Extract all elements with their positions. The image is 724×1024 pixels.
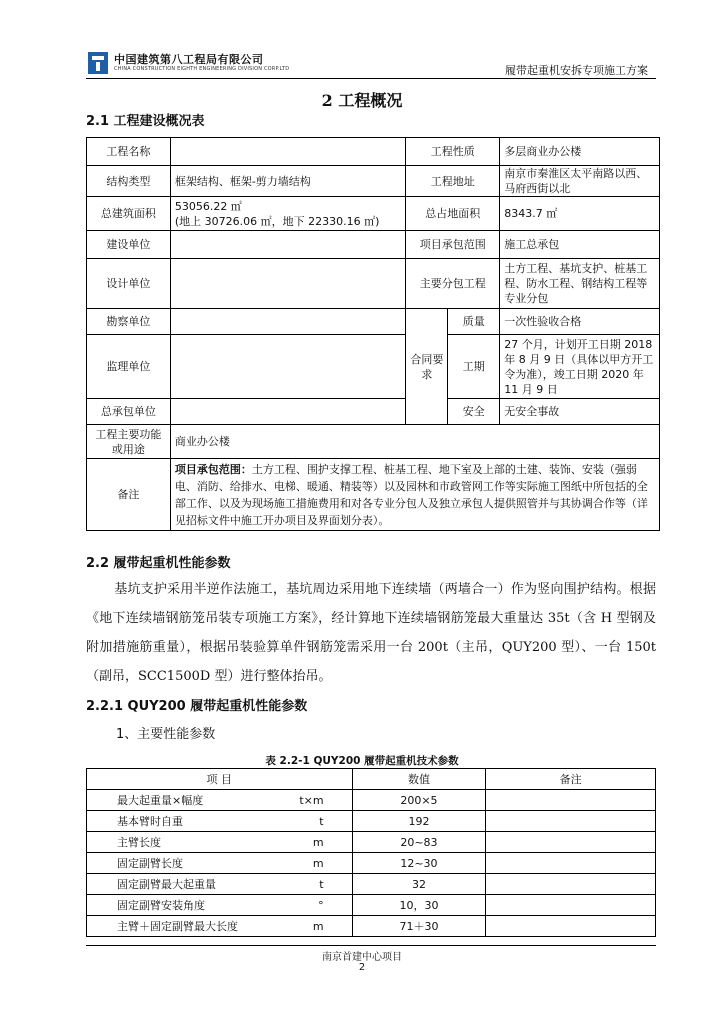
spec-unit: ° — [318, 898, 324, 912]
cell-quality-label: 质量 — [448, 309, 500, 335]
table-row — [87, 790, 656, 811]
cell-project-name-label: 工程名称 — [87, 138, 171, 166]
cell-scope-value: 施工总承包 — [500, 231, 660, 259]
cell-quality-value: 一次性验收合格 — [500, 309, 660, 335]
subsection-2-2-paragraph — [86, 575, 656, 691]
document-title: 履带起重机安拆专项施工方案 — [505, 64, 648, 77]
table-row — [87, 895, 656, 916]
spec-value: 10，30 — [352, 895, 486, 916]
table-row — [87, 853, 656, 874]
spec-unit: m — [312, 835, 324, 849]
overview-table — [86, 137, 660, 531]
cell-function-value: 商业办公楼 — [170, 425, 659, 459]
subsection-2-2-1-subtitle: 1、主要性能参数 — [116, 727, 216, 742]
spec-item: 固定副臂长度 — [117, 856, 183, 870]
cell-contract-req-label: 合同要求 — [406, 309, 448, 425]
footer-divider — [86, 945, 656, 946]
area-total: 53056.22 ㎡ — [174, 199, 242, 213]
cell-period-value: 27 个月，计划开工日期 2018 年 8 月 9 日（具体以甲方开工令为准），竣工日期 2020 年 11 月 9 日 — [500, 335, 660, 399]
spec-note — [486, 811, 656, 832]
subsection-2-2-title: 2.2 履带起重机性能参数 — [86, 556, 231, 571]
cell-structure-value: 框架结构、框架-剪力墙结构 — [170, 166, 406, 197]
company-logo — [88, 52, 108, 74]
table-row — [87, 916, 656, 937]
spec-item: 固定副臂最大起重量 — [117, 877, 216, 891]
spec-item: 固定副臂安装角度 — [117, 898, 205, 912]
cell-nature-label: 工程性质 — [406, 138, 500, 166]
spec-note — [486, 874, 656, 895]
remark-text: 土方工程、围护支撑工程、桩基工程、地下室及上部的土建、装饰、安装（强弱电、消防、给排水、电梯、暖通、精装等）以及园林和市政管网工作等实际施工图纸中所包括的全部工作、以及为现场施工措施费用和对各专业分包人及独立承包人提供照管并与其协调合作等（详见招标文件中施工开办项目及界面划分表）。 — [174, 462, 648, 527]
cell-remark-value — [170, 459, 659, 531]
spec-value: 200×5 — [352, 790, 486, 811]
cell-period-label: 工期 — [448, 335, 500, 399]
cell-land-area-value: 8343.7 ㎡ — [500, 197, 660, 231]
cell-address-value: 南京市秦淮区太平南路以西、马府西街以北 — [500, 166, 660, 197]
table-row — [87, 811, 656, 832]
spec-unit: m — [312, 919, 324, 933]
table-row — [87, 832, 656, 853]
cell-gc-label: 总承包单位 — [87, 399, 171, 425]
paragraph-text: 基坑支护采用半逆作法施工，基坑周边采用地下连续墙（两墙合一）作为竖向围护结构。根据《地下连续墙钢筋笼吊装专项施工方案》，经计算地下连续墙钢筋笼最大重量达 35t（含 H 型钢及附加措施筋重量），根据吊装验算单件钢筋笼需采用一台 200t（主吊，QUY200 型）、一台 150t（副吊，SCC1500D 型）进行整体抬吊。 — [86, 582, 656, 684]
spec-item: 基本臂时自重 — [117, 814, 183, 828]
cell-design-value — [170, 259, 406, 309]
spec-note — [486, 853, 656, 874]
cell-subcontract-value: 土方工程、基坑支护、桩基工程、防水工程、钢结构工程等专业分包 — [500, 259, 660, 309]
spec-unit: t×m — [299, 793, 324, 807]
cell-function-label: 工程主要功能或用途 — [87, 425, 171, 459]
cell-safety-value: 无安全事故 — [500, 399, 660, 425]
cell-structure-label: 结构类型 — [87, 166, 171, 197]
spec-item: 主臂＋固定副臂最大长度 — [117, 919, 238, 933]
cell-builder-label: 建设单位 — [87, 231, 171, 259]
company-name: 中国建筑第八工程局有限公司 — [114, 53, 264, 66]
spec-note — [486, 916, 656, 937]
page-number: 2 — [358, 962, 366, 973]
cell-area-label: 总建筑面积 — [87, 197, 171, 231]
cell-scope-label: 项目承包范围 — [406, 231, 500, 259]
spec-unit: t — [319, 814, 324, 828]
remark-bold-label: 项目承包范围： — [174, 462, 252, 476]
cell-project-name-value — [170, 138, 406, 166]
table-row — [87, 874, 656, 895]
spec-note — [486, 790, 656, 811]
cell-safety-label: 安全 — [448, 399, 500, 425]
spec-note — [486, 832, 656, 853]
cell-supervision-value — [170, 335, 406, 399]
spec-value: 12~30 — [352, 853, 486, 874]
cell-supervision-label: 监理单位 — [87, 335, 171, 399]
spec-header-value: 数值 — [352, 769, 486, 790]
cell-builder-value — [170, 231, 406, 259]
area-breakdown: (地上 30726.06 ㎡，地下 22330.16 ㎡) — [174, 214, 380, 228]
spec-value: 71＋30 — [352, 916, 486, 937]
cell-survey-label: 勘察单位 — [87, 309, 171, 335]
spec-header-item: 项 目 — [87, 769, 353, 790]
spec-header-note: 备注 — [486, 769, 656, 790]
table-caption: 表 2.2-1 QUY200 履带起重机技术参数 — [265, 755, 459, 767]
subsection-2-2-1-title: 2.2.1 QUY200 履带起重机性能参数 — [86, 699, 308, 714]
cell-gc-value — [170, 399, 406, 425]
spec-unit: m — [312, 856, 324, 870]
spec-note — [486, 895, 656, 916]
cell-area-value — [170, 197, 406, 231]
cell-survey-value — [170, 309, 406, 335]
cell-address-label: 工程地址 — [406, 166, 500, 197]
cell-remark-label: 备注 — [87, 459, 171, 531]
spec-item: 最大起重量×幅度 — [117, 793, 204, 807]
cell-subcontract-label: 主要分包工程 — [406, 259, 500, 309]
spec-unit: t — [319, 877, 324, 891]
footer-project: 南京首建中心项目 — [322, 952, 402, 963]
spec-value: 32 — [352, 874, 486, 895]
spec-table — [86, 768, 656, 937]
cell-nature-value: 多层商业办公楼 — [500, 138, 660, 166]
section-title: 2 工程概况 — [321, 91, 403, 110]
spec-value: 20~83 — [352, 832, 486, 853]
spec-item: 主臂长度 — [117, 835, 161, 849]
header-divider — [86, 78, 656, 79]
subsection-2-1-title: 2.1 工程建设概况表 — [86, 114, 205, 129]
company-name-en: CHINA CONSTRUCTION EIGHTH ENGINEERING DIVISION CORP.LTD — [114, 66, 290, 72]
cell-design-label: 设计单位 — [87, 259, 171, 309]
spec-value: 192 — [352, 811, 486, 832]
cell-land-area-label: 总占地面积 — [406, 197, 500, 231]
